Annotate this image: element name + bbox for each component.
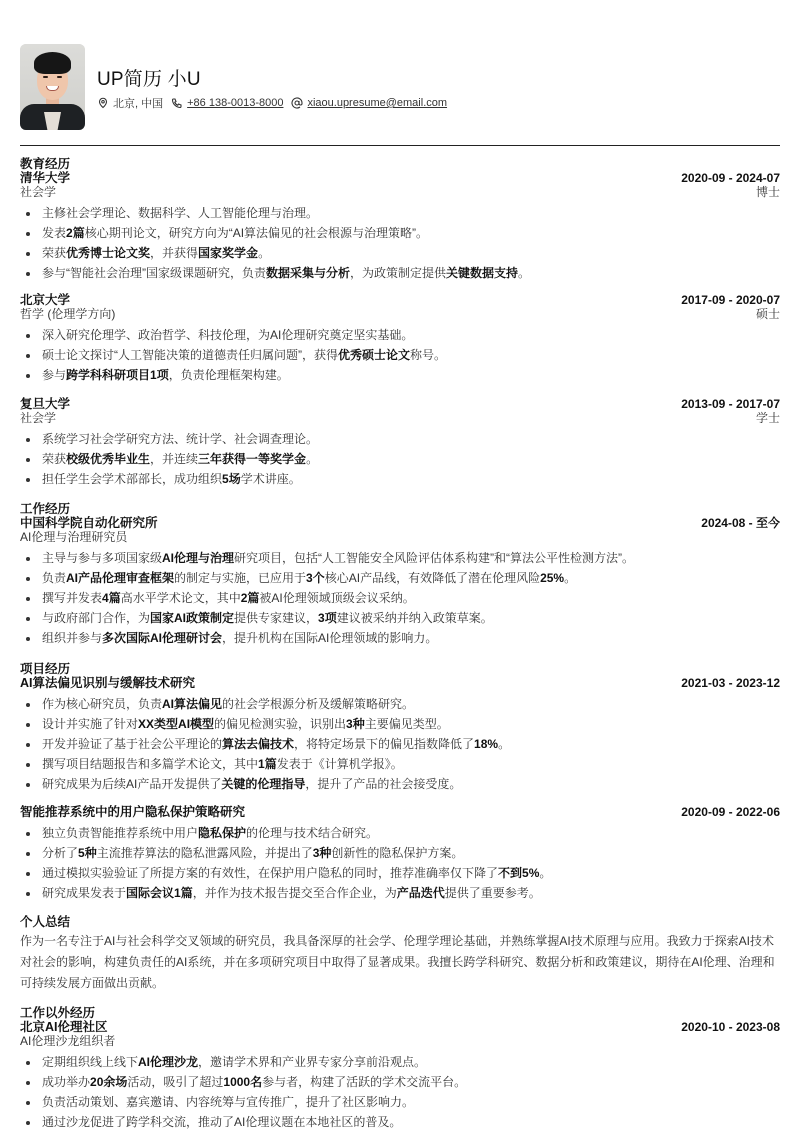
bullet-item: 参与“智能社会治理”国家级课题研究，负责数据采集与分析，为政策制定提供关键数据支持。	[20, 263, 780, 283]
bullet-item: 研究成果为后续AI产品开发提供了关键的伦理指导，提升了产品的社会接受度。	[20, 774, 780, 794]
bullet-list	[20, 429, 780, 489]
projects-section	[20, 662, 780, 794]
bullet-item: 研究成果发表于国际会议1篇，并作为技术报告提交至合作企业，为产品迭代提供了重要参考。	[20, 883, 780, 903]
bullet-item: 独立负责智能推荐系统中用户隐私保护的伦理与技术结合研究。	[20, 823, 780, 843]
project-name: 智能推荐系统中的用户隐私保护策略研究	[20, 805, 246, 819]
bullet-item: 撰写并发表4篇高水平学术论文，其中2篇被AI伦理领域顶级会议采纳。	[20, 588, 780, 608]
bullet-item: 负责AI产品伦理审查框架的制定与实施，已应用于3个核心AI产品线，有效降低了潜在伦理风险25%。	[20, 568, 780, 588]
bullet-item: 荣获校级优秀毕业生，并连续三年获得一等奖学金。	[20, 449, 780, 469]
major: 社会学	[20, 185, 57, 199]
bullet-item: 与政府部门合作，为国家AI政策制定提供专家建议，3项建议被采纳并纳入政策草案。	[20, 608, 780, 628]
bullet-list	[20, 325, 780, 385]
education-section	[20, 157, 780, 283]
phone-icon	[171, 97, 183, 109]
date-range: 2020-10 - 2023-08	[681, 1020, 780, 1034]
bullet-item: 负责活动策划、嘉宾邀请、内容统筹与宣传推广，提升了社区影响力。	[20, 1092, 780, 1112]
bullet-item: 通过模拟实验验证了所提方案的有效性，在保护用户隐私的同时，推荐准确率仅下降了不到5%。	[20, 863, 780, 883]
project-name: AI算法偏见识别与缓解技术研究	[20, 676, 196, 690]
contact-phone	[171, 97, 283, 109]
bullet-item: 分析了5种主流推荐算法的隐私泄露风险，并提出了3种创新性的隐私保护方案。	[20, 843, 780, 863]
date-range: 2013-09 - 2017-07	[681, 397, 780, 411]
section-title: 个人总结	[20, 915, 71, 929]
at-sign-icon	[291, 97, 303, 109]
major: 社会学	[20, 411, 57, 425]
bullet-list	[20, 823, 780, 903]
bullet-list	[20, 694, 780, 794]
date-range: 2020-09 - 2024-07	[681, 171, 780, 185]
bullet-item: 撰写项目结题报告和多篇学术论文，其中1篇发表于《计算机学报》。	[20, 754, 780, 774]
bullet-item: 设计并实施了针对XX类型AI模型的偏见检测实验，识别出3种主要偏见类型。	[20, 714, 780, 734]
role-title: AI伦理沙龙组织者	[20, 1034, 116, 1048]
email-link[interactable]: xiaou.upresume@email.com	[307, 97, 448, 109]
bullet-list	[20, 203, 780, 283]
contact-email	[291, 97, 447, 109]
organization-name: 北京AI伦理社区	[20, 1020, 108, 1034]
project-entry	[20, 805, 780, 903]
bullet-item: 定期组织线上线下AI伦理沙龙，邀请学术界和产业界专家分享前沿观点。	[20, 1052, 780, 1072]
candidate-name: UP简历 小U	[97, 69, 201, 90]
summary-section	[20, 915, 780, 994]
contact-location	[97, 95, 163, 111]
extra-section	[20, 1006, 780, 1130]
section-title: 工作以外经历	[20, 1006, 96, 1020]
date-range: 2021-03 - 2023-12	[681, 676, 780, 690]
map-pin-icon	[97, 97, 109, 109]
degree: 硕士	[755, 307, 780, 321]
date-range: 2017-09 - 2020-07	[681, 293, 780, 307]
section-title: 工作经历	[20, 502, 71, 516]
degree: 学士	[755, 411, 780, 425]
work-section	[20, 502, 780, 648]
resume-header	[20, 0, 780, 146]
resume-page	[20, 0, 780, 1129]
bullet-item: 担任学生会学术部部长，成功组织5场学术讲座。	[20, 469, 780, 489]
bullet-item: 硕士论文探讨“人工智能决策的道德责任归属问题”，获得优秀硕士论文称号。	[20, 345, 780, 365]
bullet-item: 荣获优秀博士论文奖，并获得国家奖学金。	[20, 243, 780, 263]
organization-name: 中国科学院自动化研究所	[20, 516, 158, 530]
bullet-item: 系统学习社会学研究方法、统计学、社会调查理论。	[20, 429, 780, 449]
section-title: 项目经历	[20, 662, 71, 676]
profile-photo	[20, 44, 85, 130]
bullet-item: 通过沙龙促进了跨学科交流，推动了AI伦理议题在本地社区的普及。	[20, 1112, 780, 1130]
school-name: 复旦大学	[20, 397, 71, 411]
bullet-item: 作为核心研究员，负责AI算法偏见的社会学根源分析及缓解策略研究。	[20, 694, 780, 714]
date-range: 2024-08 - 至今	[701, 516, 780, 530]
section-title: 教育经历	[20, 157, 71, 171]
summary-text: 作为一名专注于AI与社会科学交叉领域的研究员，我具备深厚的社会学、伦理学理论基础，并熟练掌握AI技术原理与应用。我致力于探索AI技术对社会的影响，构建负责任的AI系统，并在多项研究项目中取得了显著成果。我擅长跨学科研究、数据分析和政策建议，期待在AI伦理、治理和可持续发展方面做出贡献。	[20, 934, 775, 990]
bullet-item: 开发并验证了基于社会公平理论的算法去偏技术，将特定场景下的偏见指数降低了18%。	[20, 734, 780, 754]
bullet-item: 发表2篇核心期刊论文，研究方向为“AI算法偏见的社会根源与治理策略”。	[20, 223, 780, 243]
education-entry	[20, 171, 780, 283]
school-name: 清华大学	[20, 171, 71, 185]
school-name: 北京大学	[20, 293, 71, 307]
education-entry	[20, 397, 780, 489]
date-range: 2020-09 - 2022-06	[681, 805, 780, 819]
degree: 博士	[755, 185, 780, 199]
contact-info	[97, 95, 455, 111]
bullet-item: 主修社会学理论、数据科学、人工智能伦理与治理。	[20, 203, 780, 223]
bullet-item: 成功举办20余场活动，吸引了超过1000名参与者，构建了活跃的学术交流平台。	[20, 1072, 780, 1092]
phone-link[interactable]: +86 138-0013-8000	[187, 97, 284, 109]
bullet-list	[20, 1052, 780, 1130]
major: 哲学 (伦理学方向)	[20, 307, 116, 321]
bullet-item: 参与跨学科科研项目1项，负责伦理框架构建。	[20, 365, 780, 385]
location-text: 北京, 中国	[113, 98, 164, 110]
bullet-item: 深入研究伦理学、政治哲学、科技伦理，为AI伦理研究奠定坚实基础。	[20, 325, 780, 345]
bullet-list	[20, 548, 780, 648]
bullet-item: 组织并参与多次国际AI伦理研讨会，提升机构在国际AI伦理领域的影响力。	[20, 628, 780, 648]
education-entry	[20, 293, 780, 385]
job-title: AI伦理与治理研究员	[20, 530, 128, 544]
bullet-item: 主导与参与多项国家级AI伦理与治理研究项目，包括“人工智能安全风险评估体系构建”和“算法公平性检测方法”。	[20, 548, 780, 568]
